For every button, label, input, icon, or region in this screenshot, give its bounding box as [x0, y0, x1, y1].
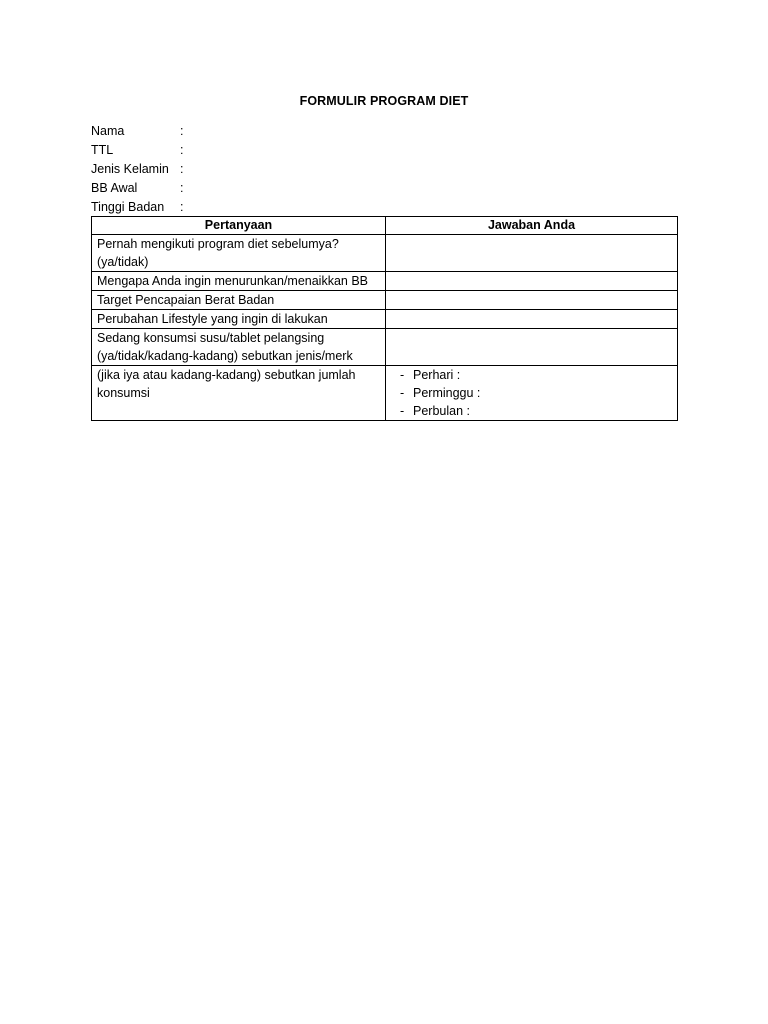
field-colon: : — [180, 181, 184, 195]
table-row — [92, 291, 678, 310]
answer-cell[interactable] — [386, 366, 678, 421]
question-line: Pernah mengikuti program diet sebelumya? — [97, 237, 339, 251]
question-line: Sedang konsumsi susu/tablet pelangsing — [97, 331, 325, 345]
field-jenis-kelamin — [91, 160, 211, 179]
list-item: - Perbulan : — [400, 404, 470, 418]
personal-info-fields — [91, 122, 211, 217]
answer-item-label: Perbulan : — [413, 404, 470, 418]
table-header-row — [92, 217, 678, 235]
field-label: Nama — [91, 124, 125, 138]
field-colon: : — [180, 124, 184, 138]
list-item: - Perhari : — [400, 368, 461, 382]
field-label: TTL — [91, 143, 114, 157]
form-title: FORMULIR PROGRAM DIET — [299, 94, 469, 108]
question-cell — [92, 235, 386, 272]
header-pertanyaan: Pertanyaan — [92, 217, 386, 235]
answer-cell[interactable] — [386, 272, 678, 291]
field-colon: : — [180, 143, 184, 157]
table-row — [92, 310, 678, 329]
answer-cell[interactable] — [386, 329, 678, 366]
table-row — [92, 272, 678, 291]
question-line: (jika iya atau kadang-kadang) sebutkan jumlah — [97, 368, 356, 382]
field-nama — [91, 122, 211, 141]
question-cell — [92, 329, 386, 366]
question-line: Mengapa Anda ingin menurunkan/menaikkan BB — [97, 274, 369, 288]
question-line: (ya/tidak) — [97, 255, 149, 269]
field-label: Tinggi Badan — [91, 200, 165, 214]
question-cell — [92, 291, 386, 310]
question-cell — [92, 366, 386, 421]
answer-cell[interactable] — [386, 235, 678, 272]
question-line: (ya/tidak/kadang-kadang) sebutkan jenis/merk — [97, 349, 353, 363]
field-bb-awal — [91, 179, 211, 198]
list-item: - Perminggu : — [400, 386, 481, 400]
field-tinggi-badan — [91, 198, 211, 217]
question-line: Perubahan Lifestyle yang ingin di lakukan — [97, 312, 328, 326]
question-line: konsumsi — [97, 386, 150, 400]
question-cell — [92, 310, 386, 329]
answer-cell[interactable] — [386, 291, 678, 310]
table-row — [92, 235, 678, 272]
field-label: Jenis Kelamin — [91, 162, 169, 176]
question-line: Target Pencapaian Berat Badan — [97, 293, 275, 307]
field-label: BB Awal — [91, 181, 138, 195]
table-row — [92, 329, 678, 366]
table-row — [92, 366, 678, 421]
answer-item-label: Perminggu : — [413, 386, 481, 400]
questionnaire-table — [91, 216, 678, 421]
field-ttl — [91, 141, 211, 160]
answer-item-label: Perhari : — [413, 368, 461, 382]
question-cell — [92, 272, 386, 291]
header-jawaban: Jawaban Anda — [386, 217, 678, 235]
consumption-list — [391, 366, 672, 420]
field-colon: : — [180, 162, 184, 176]
field-colon: : — [180, 200, 184, 214]
answer-cell[interactable] — [386, 310, 678, 329]
